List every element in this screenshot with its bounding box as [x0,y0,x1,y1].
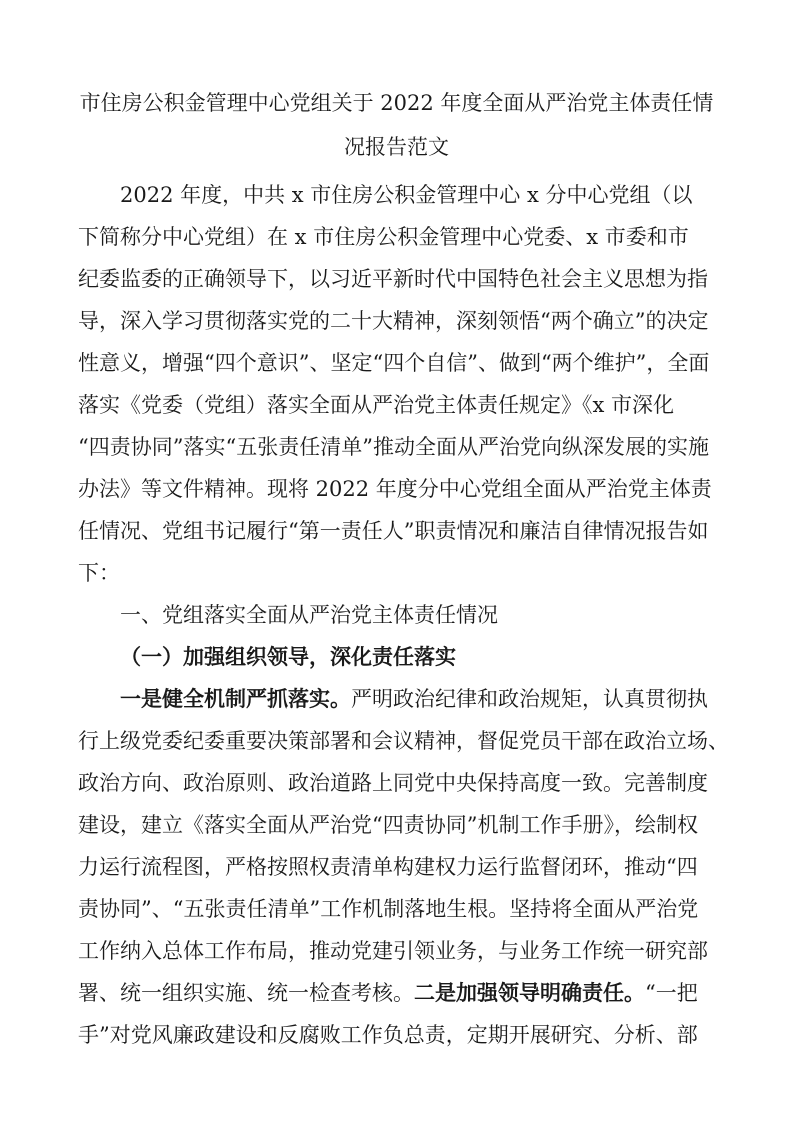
paragraph-line: 责协同”、“五张责任清单”工作机制落地生根。坚持将全面从严治党 [78,897,699,921]
intro-line: 性意义，增强“四个意识”、坚定“四个自信”、做到“两个维护”，全面 [78,351,710,375]
intro-line: 办法》等文件精神。现将 2022 年度分中心党组全面从严治党主体责 [78,477,712,501]
intro-line: “四责协同”落实“五张责任清单”推动全面从严治党向纵深发展的实施 [78,435,709,459]
paragraph-line: 工作纳入总体工作布局，推动党建引领业务，与业务工作统一研究部 [78,939,708,963]
intro-line: 下： [78,561,120,585]
paragraph-lead: 一是健全机制严抓落实。 [120,687,351,711]
intro-line: 纪委监委的正确领导下，以习近平新时代中国特色社会主义思想为指 [78,267,708,291]
paragraph-text: “一把 [645,981,698,1005]
paragraph-line: 力运行流程图，严格按照权责清单构建权力运行监督闭环，推动“四 [78,855,698,879]
intro-line: 下简称分中心党组）在 x 市住房公积金管理中心党委、x 市委和市 [78,225,689,249]
intro-line: 2022 年度，中共 x 市住房公积金管理中心 x 分中心党组（以 [78,183,693,207]
paragraph-line: 政治方向、政治原则、政治道路上同党中央保持高度一致。完善制度 [78,771,708,795]
document-title-line-2: 况报告范文 [344,135,449,159]
paragraph-line: 手”对党风廉政建设和反腐败工作负总责，定期开展研究、分析、部 [78,1023,698,1047]
paragraph-line [120,684,714,714]
intro-line: 导，深入学习贯彻落实党的二十大精神，深刻领悟“两个确立”的决定 [78,309,709,333]
paragraph-line: 建设，建立《落实全面从严治党“四责协同”机制工作手册》，绘制权 [78,813,698,837]
paragraph-line: 行上级党委纪委重要决策部署和会议精神，督促党员干部在政治立场、 [78,729,729,753]
paragraph-line [78,978,714,1008]
subsection-heading: （一）加强组织领导，深化责任落实 [120,645,456,669]
paragraph-text: 严明政治纪律和政治规矩，认真贯彻执 [351,687,708,711]
paragraph-text: 署、统一组织实施、统一检查考核。 [78,981,414,1005]
paragraph-lead: 二是加强领导明确责任。 [414,981,645,1005]
intro-line: 落实《党委（党组）落实全面从严治党主体责任规定》《x 市深化 [78,393,675,417]
section-heading: 一、党组落实全面从严治党主体责任情况 [78,603,498,627]
document-title-line-1: 市住房公积金管理中心党组关于 2022 年度全面从严治党主体责任情 [79,91,714,115]
intro-line: 任情况、党组书记履行“第一责任人”职责情况和廉洁自律情况报告如 [78,519,709,543]
